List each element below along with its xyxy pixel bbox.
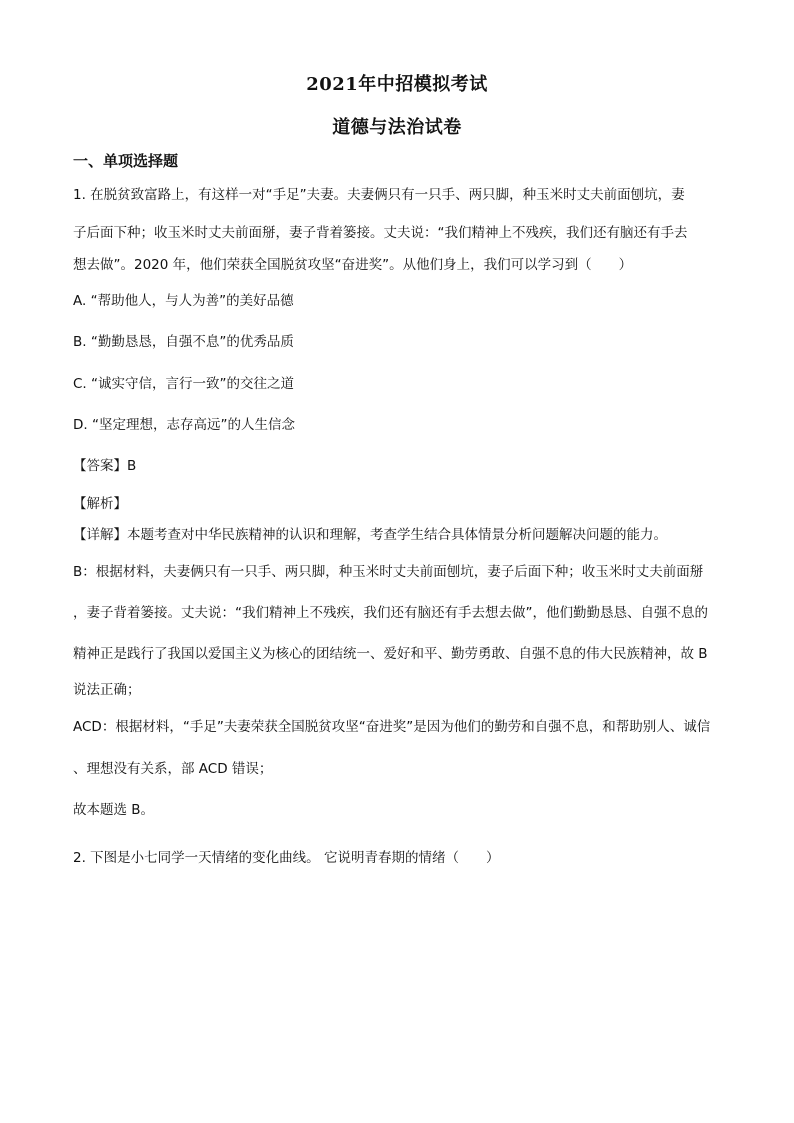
q1-option-c: C. “诚实守信，言行一致”的交往之道 (73, 376, 294, 392)
q2-stem: 2. 下图是小七同学一天情绪的变化曲线。 它说明青春期的情绪（ ） (73, 850, 500, 866)
section-heading: 一、单项选择题 (73, 152, 179, 170)
q1-analysis-line-3: ，妻子背着篓接。丈夫说：“我们精神上不残疾，我们还有脑还有手去想去做”，他们勤勤恳恳、自强不息的 (73, 605, 708, 621)
q1-stem-line-1: 1. 在脱贫致富路上，有这样一对“手足”夫妻。夫妻俩只有一只手、两只脚，种玉米时丈夫前面刨坑，妻 (73, 187, 685, 203)
q1-analysis-line-2: B：根据材料，夫妻俩只有一只手、两只脚，种玉米时丈夫前面刨坑，妻子后面下种；收玉米时丈夫前面掰 (73, 564, 704, 580)
q1-analysis-line-1: 【详解】本题考查对中华民族精神的认识和理解，考查学生结合具体情景分析问题解决问题的能力。 (73, 527, 667, 543)
q1-analysis-line-7: 、理想没有关系，部 ACD 错误； (73, 761, 273, 777)
q1-analysis-line-6: ACD：根据材料，“手足”夫妻荣获全国脱贫攻坚“奋进奖”是因为他们的勤劳和自强不息，和帮助别人、诚信 (73, 719, 711, 735)
q1-analysis-line-5: 说法正确； (73, 682, 141, 698)
exam-title: 2021年中招模拟考试 (306, 74, 488, 95)
q1-option-d: D. “坚定理想，志存高远”的人生信念 (73, 417, 295, 433)
q1-option-b: B. “勤勤恳恳，自强不息”的优秀品质 (73, 334, 294, 350)
q1-analysis-line-8: 故本题选 B。 (73, 802, 155, 818)
q1-stem-line-2: 子后面下种；收玉米时丈夫前面掰，妻子背着篓接。丈夫说：“我们精神上不残疾，我们还有脑还有手去 (73, 225, 688, 241)
q1-analysis-label: 【解析】 (73, 496, 127, 512)
q1-option-a: A. “帮助他人，与人为善”的美好品德 (73, 293, 294, 309)
q1-stem-line-3: 想去做”。2020 年，他们荣获全国脱贫攻坚“奋进奖”。从他们身上，我们可以学习到（ ） (73, 257, 633, 273)
q1-analysis-line-4: 精神正是践行了我国以爱国主义为核心的团结统一、爱好和平、勤劳勇敢、自强不息的伟大民族精神，故 B (73, 646, 708, 662)
exam-subtitle: 道德与法治试卷 (332, 117, 462, 138)
q1-answer: 【答案】B (73, 458, 137, 474)
